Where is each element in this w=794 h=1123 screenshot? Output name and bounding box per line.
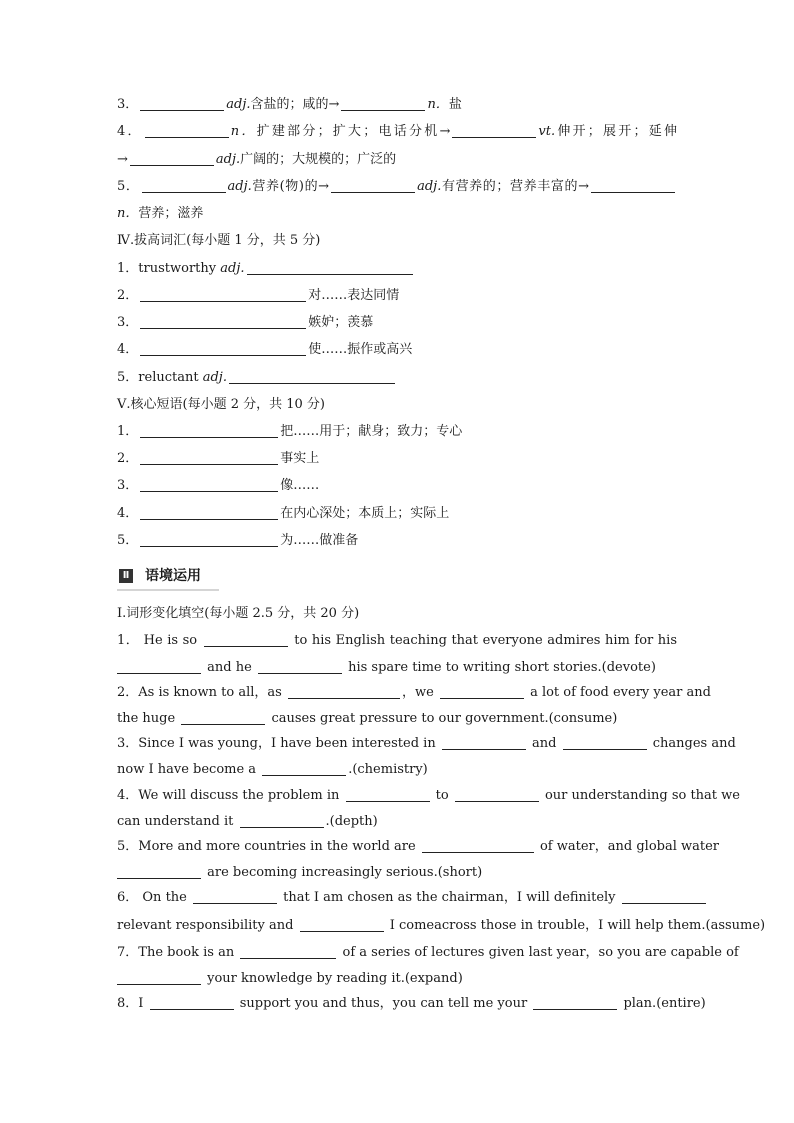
answer-blank[interactable] [440,684,524,699]
question-6-line-2 [117,916,766,936]
item-number: 3． [117,97,139,112]
section-4-item-5 [117,368,677,388]
answer-blank[interactable] [145,123,229,138]
derivation-item-4-cont [117,150,677,170]
definition: 伸开；展开；延伸 [555,124,677,139]
question-3-line-2 [117,760,677,780]
definition: 盐 [448,97,462,112]
item-number: 1． [117,424,139,439]
section-5-item-3 [117,476,677,496]
section-4-heading: Ⅳ.拔高词汇(每小题 1 分，共 5 分) [117,233,321,248]
definition: 有营养的；营养丰富的→ [441,179,589,194]
answer-blank[interactable] [533,995,617,1010]
answer-blank[interactable] [262,761,346,776]
answer-blank[interactable] [442,735,526,750]
item-number: 5． [117,533,139,548]
answer-blank[interactable] [117,659,201,674]
question-text: 4．We will discuss the problem in [117,788,340,803]
part-of-speech: adj. [227,179,252,194]
question-text: and [532,736,557,751]
question-text: his spare time to writing short stories.(devote) [348,660,656,675]
part-of-speech: adj. [226,97,251,112]
question-5-line-1 [117,837,720,857]
word: trustworthy [138,261,217,276]
answer-blank[interactable] [140,450,278,465]
question-text: changes and [652,736,736,751]
question-6-line-1 [117,888,677,908]
question-text: and he [207,660,252,675]
answer-blank[interactable] [240,944,336,959]
part-of-speech: adj. [220,261,245,276]
context-sub-heading: Ⅰ.词形变化填空(每小题 2.5 分，共 20 分) [117,606,360,621]
part-of-speech: adj. [202,370,227,385]
answer-blank[interactable] [341,96,425,111]
answer-blank[interactable] [140,505,278,520]
question-text: ，we [401,685,434,700]
question-2-line-1 [117,683,711,703]
item-number: 4． [117,506,139,521]
question-7-line-1 [117,943,739,963]
part-of-speech: n． [427,97,449,112]
part-of-speech: n． [230,124,257,139]
answer-blank[interactable] [422,838,534,853]
item-number: 3． [117,478,139,493]
question-text: the huge [117,711,176,726]
answer-blank[interactable] [452,123,536,138]
answer-blank[interactable] [288,684,400,699]
derivation-item-3 [117,95,677,115]
meaning: 为……做准备 [280,533,359,548]
question-text: 8．I [117,996,144,1011]
answer-blank[interactable] [455,787,539,802]
section-5-heading: Ⅴ.核心短语(每小题 2 分，共 10 分) [117,397,326,412]
word: reluctant [138,370,199,385]
answer-blank[interactable] [258,659,342,674]
definition: 含盐的；咸的→ [250,97,340,112]
section-5-item-4 [117,504,677,524]
section-5-item-1 [117,422,677,442]
question-text: to [435,788,449,803]
answer-blank[interactable] [300,917,384,932]
answer-blank[interactable] [130,151,214,166]
answer-blank[interactable] [140,423,278,438]
item-number: 4． [117,342,139,357]
item-number: 2． [117,451,139,466]
question-text: 2．As is known to all，as [117,685,282,700]
section-title: 语境运用 [145,568,201,584]
question-7-line-2 [117,969,677,989]
part-of-speech: vt. [538,124,556,139]
question-text: now I have become a [117,762,257,777]
part-of-speech: adj. [215,152,241,167]
answer-blank[interactable] [140,96,224,111]
question-text: plan.(entire) [623,996,706,1011]
answer-blank[interactable] [240,813,324,828]
answer-blank[interactable] [150,995,234,1010]
section-5-item-5 [117,531,677,551]
question-text: of water，and global water [539,839,720,854]
question-text: .(depth) [325,814,378,829]
question-1-line-2 [117,658,677,678]
answer-blank[interactable] [181,710,265,725]
answer-blank[interactable] [591,178,675,193]
derivation-item-4 [117,122,677,142]
question-text: .(chemistry) [348,762,428,777]
answer-blank[interactable] [346,787,430,802]
answer-blank[interactable] [140,532,278,547]
item-number: 4． [117,124,143,139]
derivation-item-5 [117,177,677,197]
question-text: I comeacross those in trouble，I will help them.(assume) [389,918,766,933]
item-number: 1． [117,261,139,276]
answer-blank[interactable] [193,889,277,904]
part-of-speech: adj. [417,179,442,194]
answer-blank[interactable] [142,178,226,193]
answer-blank[interactable] [117,864,201,879]
question-1-line-1 [117,631,677,651]
section-4-item-1 [117,259,677,279]
definition: 扩建部分；扩大；电话分机→ [256,124,451,139]
answer-blank[interactable] [140,287,306,302]
section-4-item-3 [117,313,677,333]
section-4-item-4 [117,340,677,360]
meaning: 使……振作或高兴 [308,342,413,357]
item-number: 5． [117,370,139,385]
answer-blank[interactable] [140,341,306,356]
question-text: a lot of food every year and [530,685,711,700]
context-section-header [117,565,219,591]
answer-blank[interactable] [622,889,706,904]
meaning: 事实上 [280,451,320,466]
answer-blank[interactable] [140,477,278,492]
item-number: 3． [117,315,139,330]
meaning: 把……用于；献身；致力；专心 [280,424,463,439]
answer-blank[interactable] [229,369,395,384]
answer-blank[interactable] [563,735,647,750]
question-text: that I am chosen as the chairman，I will definitely [283,890,616,905]
definition: 营养(物)的→ [251,179,330,194]
arrow: → [117,152,128,167]
question-8-line-1 [117,994,706,1014]
derivation-item-5-cont [117,204,677,224]
question-2-line-2 [117,709,677,729]
section-4-item-2 [117,286,677,306]
answer-blank[interactable] [247,260,413,275]
question-text: causes great pressure to our government.(consume) [271,711,618,726]
question-text: are becoming increasingly serious.(short) [207,865,483,880]
question-text: 5．More and more countries in the world are [117,839,416,854]
question-text: your knowledge by reading it.(expand) [207,971,463,986]
meaning: 嫉妒；羡慕 [308,315,374,330]
question-text: relevant responsibility and [117,918,294,933]
question-text: to his English teaching that everyone admires him for his [294,633,678,648]
answer-blank[interactable] [117,970,201,985]
item-number: 2． [117,288,139,303]
question-text: can understand it [117,814,234,829]
meaning: 在内心深处；本质上；实际上 [280,506,450,521]
answer-blank[interactable] [140,314,306,329]
question-5-line-2 [117,863,677,883]
item-number: 5． [117,179,140,194]
meaning: 对……表达同情 [308,288,400,303]
answer-blank[interactable] [331,178,415,193]
part-of-speech: n． [117,206,139,221]
question-text: 1． He is so [117,633,198,648]
question-text: our understanding so that we [544,788,740,803]
definition: 营养；滋养 [138,206,204,221]
meaning: 像…… [280,478,320,493]
question-4-line-1 [117,786,740,806]
section-5-item-2 [117,449,677,469]
question-text: 6． On the [117,890,187,905]
question-text: support you and thus，you can tell me your [239,996,528,1011]
question-4-line-2 [117,812,677,832]
question-text: 3．Since I was young，I have been interested in [117,736,436,751]
section-number-icon: Ⅱ [119,569,133,583]
question-text: of a series of lectures given last year，so you are capable of [342,945,739,960]
definition: 广阔的；大规模的；广泛的 [240,152,397,167]
answer-blank[interactable] [204,632,288,647]
question-text: 7．The book is an [117,945,235,960]
question-3-line-1 [117,734,736,754]
